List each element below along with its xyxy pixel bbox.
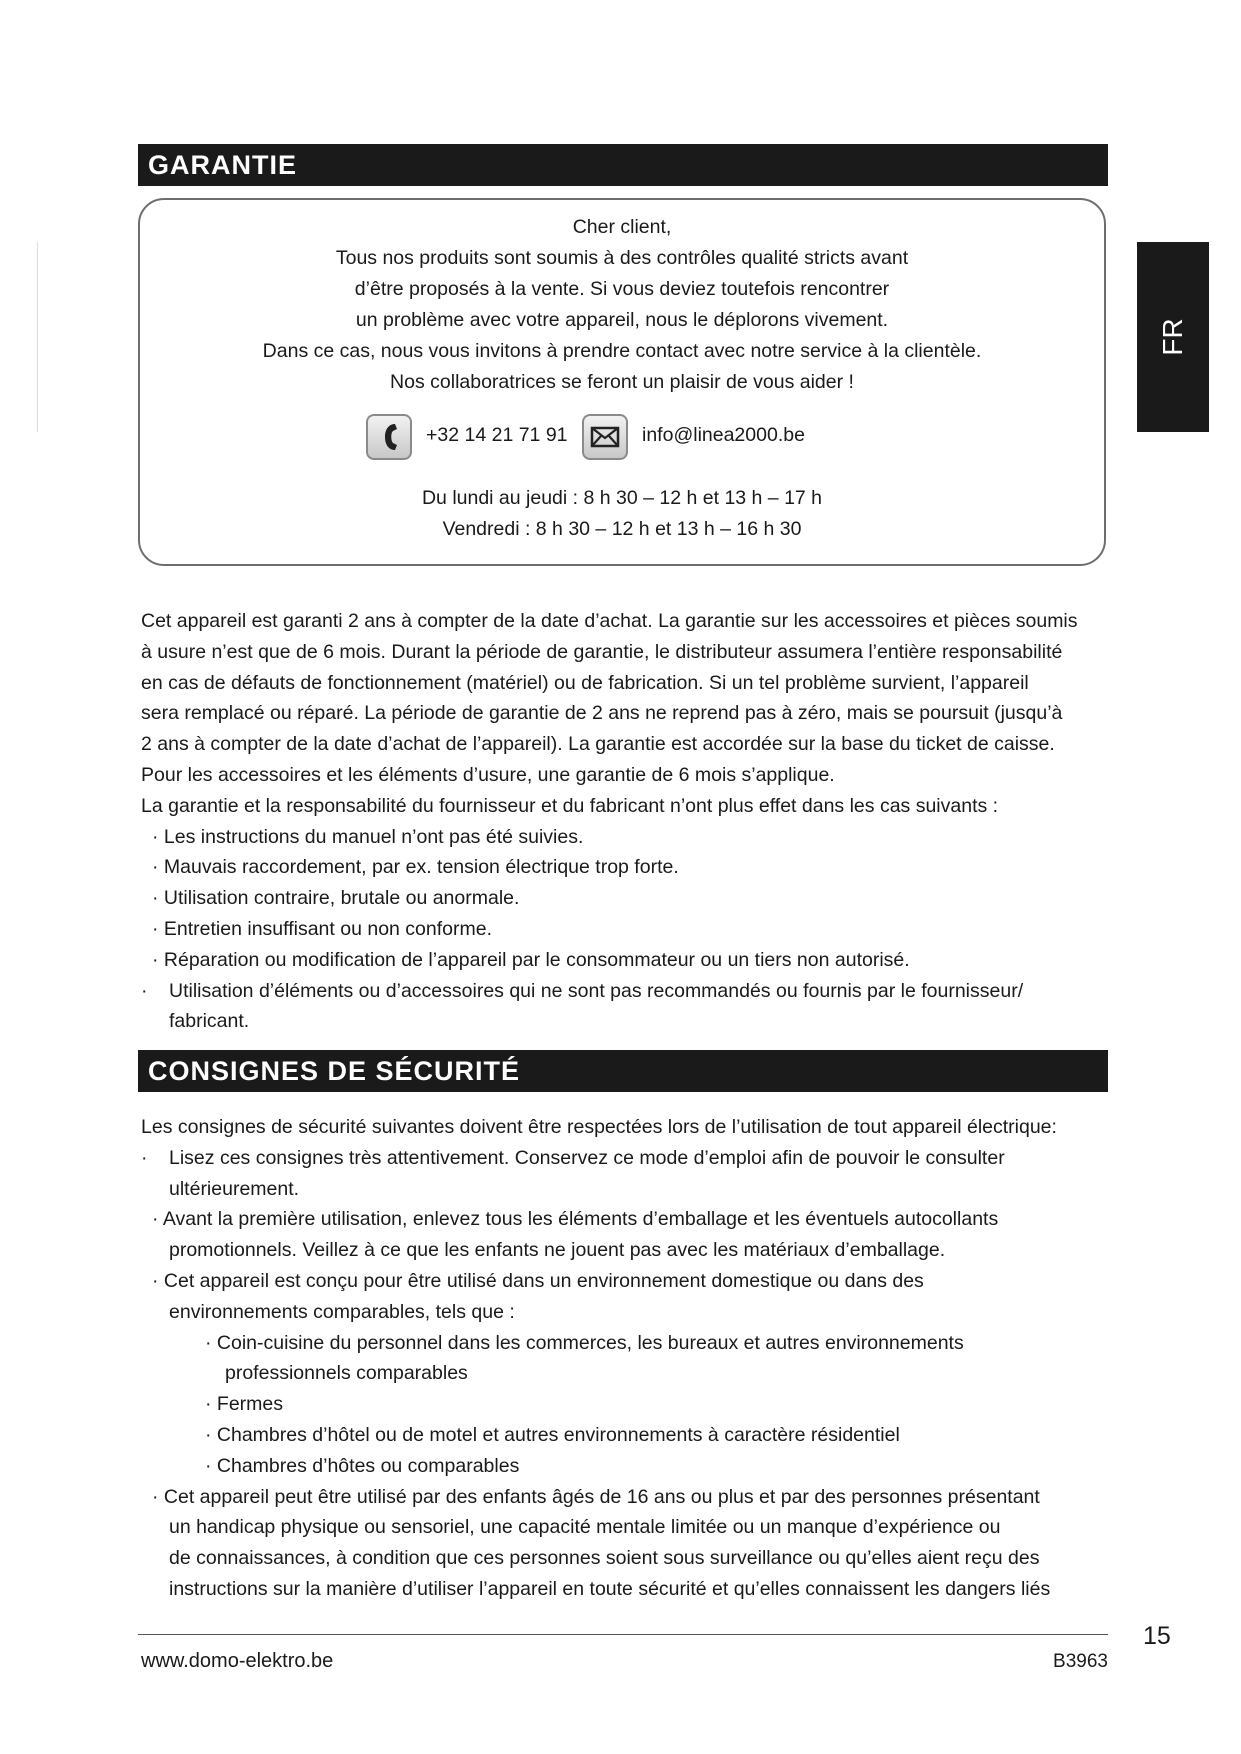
list-item: · Mauvais raccordement, par ex. tension électrique trop forte.: [152, 856, 679, 879]
list-item-continuation: ultérieurement.: [169, 1177, 300, 1200]
sub-list-item: · Chambres d’hôtel ou de motel et autres environnements à caractère résidentiel: [205, 1423, 900, 1446]
paragraph-line: La garantie et la responsabilité du fournisseur et du fabricant n’ont plus effet dans les cas suivants :: [141, 794, 999, 817]
margin-line: [37, 242, 38, 432]
list-item: · Cet appareil peut être utilisé par des enfants âgés de 16 ans ou plus et par des personnes présentant: [152, 1485, 1040, 1508]
footer-model-number: B3963: [1053, 1651, 1108, 1672]
list-item-text: Lisez ces consignes très attentivement. Conservez ce mode d’emploi afin de pouvoir le consulter: [169, 1146, 1005, 1169]
list-item-text: Utilisation d’éléments ou d’accessoires qui ne sont pas recommandés ou fournis par le fournisseur/: [169, 979, 1024, 1002]
paragraph-line: 2 ans à compter de la date d’achat de l’appareil). La garantie est accordée sur la base du ticket de caisse.: [141, 733, 1055, 756]
paragraph-line: Cet appareil est garanti 2 ans à compter de la date d’achat. La garantie sur les accessoires et pièces soumis: [141, 610, 1078, 632]
list-item: · Cet appareil est conçu pour être utilisé dans un environnement domestique ou dans des: [152, 1269, 924, 1292]
footer-website[interactable]: www.domo-elektro.be: [141, 1650, 334, 1672]
list-item: · Utilisation contraire, brutale ou anormale.: [152, 887, 520, 910]
hours-line: Du lundi au jeudi : 8 h 30 – 12 h et 13 h – 17 h: [421, 487, 823, 509]
paragraph-line: Pour les accessoires et les éléments d’usure, une garantie de 6 mois s’applique.: [141, 763, 835, 786]
language-tab: [1137, 242, 1209, 432]
sub-list-item: · Coin-cuisine du personnel dans les commerces, les bureaux et autres environnements: [205, 1331, 964, 1354]
list-item-continuation: environnements comparables, tels que :: [169, 1300, 515, 1323]
list-item: · Réparation ou modification de l’appareil par le consommateur ou un tiers non autorisé.: [152, 948, 910, 971]
contact-line: Dans ce cas, nous vous invitons à prendre contact avec notre service à la clientèle.: [262, 340, 982, 362]
intro-line: Les consignes de sécurité suivantes doivent être respectées lors de l’utilisation de tout appareil électrique:: [141, 1116, 1057, 1138]
contact-line: Cher client,: [572, 216, 672, 238]
section-header-garantie: GARANTIE: [138, 144, 1108, 186]
email-address[interactable]: info@linea2000.be: [642, 424, 805, 446]
footer-divider: [138, 1634, 1108, 1635]
contact-box: [138, 198, 1106, 566]
paragraph-line: sera remplacé ou réparé. La période de garantie de 2 ans ne reprend pas à zéro, mais se poursuit (jusqu’à: [141, 702, 1063, 725]
section-header-consignes: CONSIGNES DE SÉCURITÉ: [138, 1050, 1108, 1092]
phone-number[interactable]: +32 14 21 71 91: [426, 424, 568, 446]
list-item: [141, 1143, 1131, 1174]
list-item: · Les instructions du manuel n’ont pas été suivies.: [152, 825, 584, 848]
contact-row: [140, 412, 1104, 464]
contact-line: Nos collaboratrices se feront un plaisir de vous aider !: [390, 371, 854, 393]
bullet-dot: ·: [141, 1146, 148, 1169]
list-item: · Avant la première utilisation, enlevez tous les éléments d’emballage et les éventuels autocollants: [152, 1208, 999, 1231]
language-tab-label: FR: [1157, 318, 1188, 356]
list-item-continuation: de connaissances, à condition que ces personnes soient sous surveillance ou qu’elles aient reçu des: [169, 1547, 1040, 1570]
list-item-continuation: promotionnels. Veillez à ce que les enfants ne jouent pas avec les matériaux d’emballage.: [169, 1239, 946, 1262]
sub-list-item: · Fermes: [205, 1393, 283, 1416]
list-item-continuation: instructions sur la manière d’utiliser l’appareil en toute sécurité et qu’elles connaissent les dangers liés: [169, 1577, 1051, 1600]
contact-line: d’être proposés à la vente. Si vous deviez toutefois rencontrer: [354, 278, 890, 300]
hours-line: Vendredi : 8 h 30 – 12 h et 13 h – 16 h 30: [442, 518, 802, 540]
garantie-text: [141, 606, 1131, 1037]
list-item-continuation: un handicap physique ou sensoriel, une capacité mentale limitée ou un manque d’expérience ou: [169, 1516, 1001, 1539]
sub-list-item: · Chambres d’hôtes ou comparables: [205, 1454, 520, 1477]
list-item: [141, 976, 1131, 1007]
opening-hours: [140, 483, 1104, 545]
contact-line: un problème avec votre appareil, nous le déplorons vivement.: [355, 309, 889, 331]
consignes-text: [141, 1112, 1131, 1605]
contact-line: Tous nos produits sont soumis à des contrôles qualité stricts avant: [335, 247, 909, 269]
sub-list-item-continuation: professionnels comparables: [225, 1362, 468, 1385]
phone-icon: [366, 414, 412, 460]
envelope-icon: [582, 414, 628, 460]
page-number: 15: [1143, 1622, 1171, 1650]
contact-message: [140, 212, 1104, 398]
list-item: · Entretien insuffisant ou non conforme.: [152, 917, 493, 940]
paragraph-line: à usure n’est que de 6 mois. Durant la période de garantie, le distributeur assumera l’entière responsabilité: [141, 640, 1063, 663]
paragraph-line: en cas de défauts de fonctionnement (matériel) ou de fabrication. Si un tel problème survient, l’appareil: [141, 671, 1029, 694]
list-item-continuation: fabricant.: [169, 1010, 250, 1033]
bullet-dot: ·: [141, 979, 148, 1002]
